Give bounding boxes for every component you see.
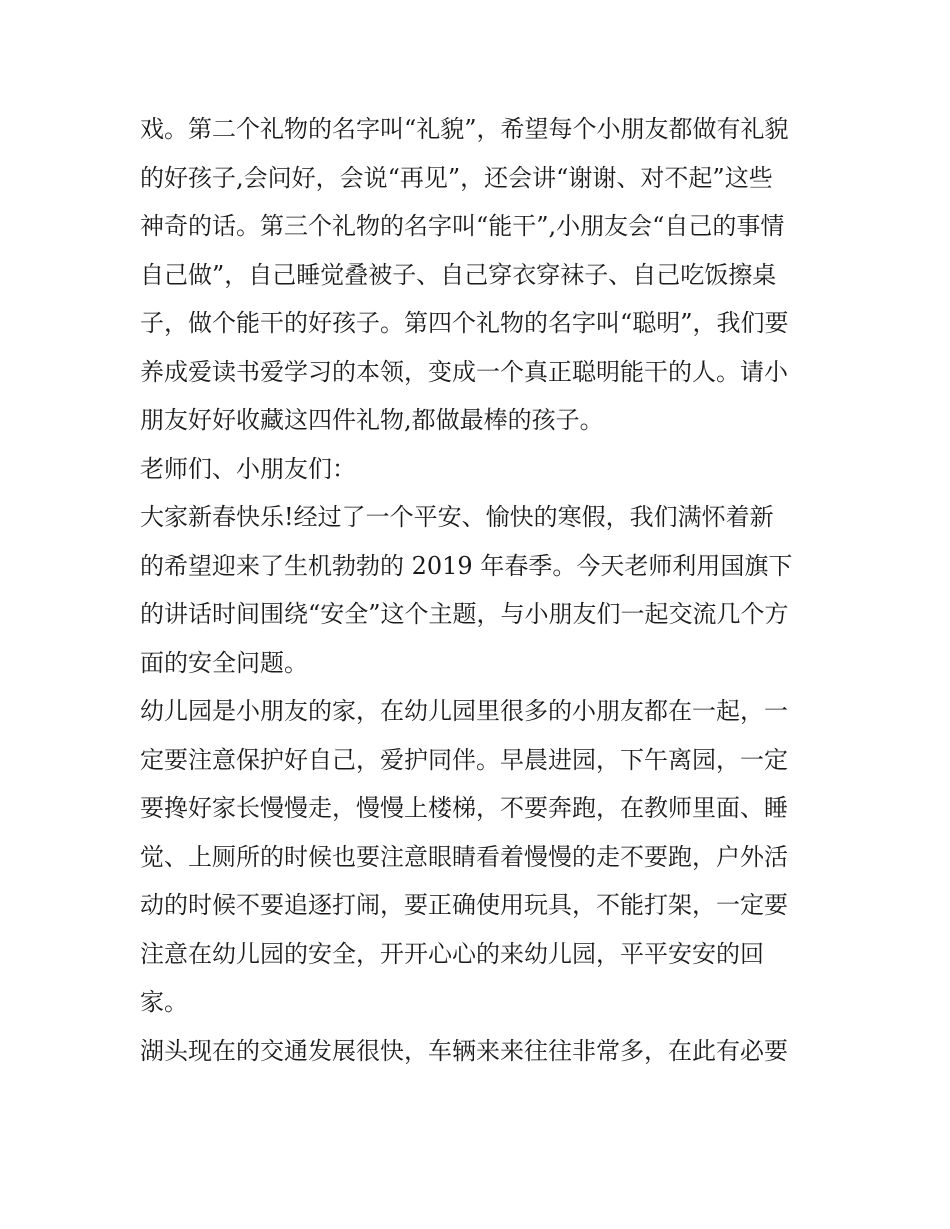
text-line: 觉、上厕所的时候也要注意眼睛看着慢慢的走不要跑，户外活 (140, 842, 788, 871)
text-line: 湖头现在的交通发展很快，车辆来来往往非常多，在此有必要 (140, 1036, 788, 1065)
text-line: 戏。第二个礼物的名字叫“礼貌”，希望每个小朋友都做有礼貌 (140, 115, 789, 143)
document-body (140, 105, 820, 1075)
text-line: 动的时候不要追逐打闹，要正确使用玩具，不能打架，一定要 (140, 891, 788, 919)
text-line: 神奇的话。第三个礼物的名字叫“能干”,小朋友会“自己的事情 (140, 212, 785, 240)
text-line: 定要注意保护好自己，爱护同伴。早晨进园，下午离园，一定 (140, 745, 788, 774)
text-line: 的好孩子,会问好，会说“再见”，还会讲“谢谢、对不起”这些 (140, 163, 773, 192)
text-line: 的讲话时间围绕“安全”这个主题，与小朋友们一起交流几个方 (140, 600, 789, 628)
text-line: 面的安全问题。 (140, 648, 308, 677)
greeting-line: 老师们、小朋友们： (140, 454, 356, 483)
text-line: 养成爱读书爱学习的本领，变成一个真正聪明能干的人。请小 (140, 357, 788, 386)
text-line: 幼儿园是小朋友的家，在幼儿园里很多的小朋友都在一起，一 (140, 697, 788, 725)
text-line: 子，做个能干的好孩子。第四个礼物的名字叫“聪明”，我们要 (140, 309, 789, 337)
text-line: 家。 (140, 988, 188, 1016)
text-line: 要搀好家长慢慢走，慢慢上楼梯，不要奔跑，在教师里面、睡 (140, 794, 788, 822)
text-line: 的希望迎来了生机勃勃的 2019 年春季。今天老师利用国旗下 (140, 551, 793, 580)
text-line: 自己做”，自己睡觉叠被子、自己穿衣穿袜子、自己吃饭擦桌 (140, 260, 777, 289)
text-line: 注意在幼儿园的安全，开开心心的来幼儿园，平平安安的回 (140, 939, 764, 968)
text-line: 朋友好好收藏这四件礼物,都做最棒的孩子。 (140, 406, 604, 434)
text-line: 大家新春快乐!经过了一个平安、愉快的寒假，我们满怀着新 (140, 503, 774, 531)
